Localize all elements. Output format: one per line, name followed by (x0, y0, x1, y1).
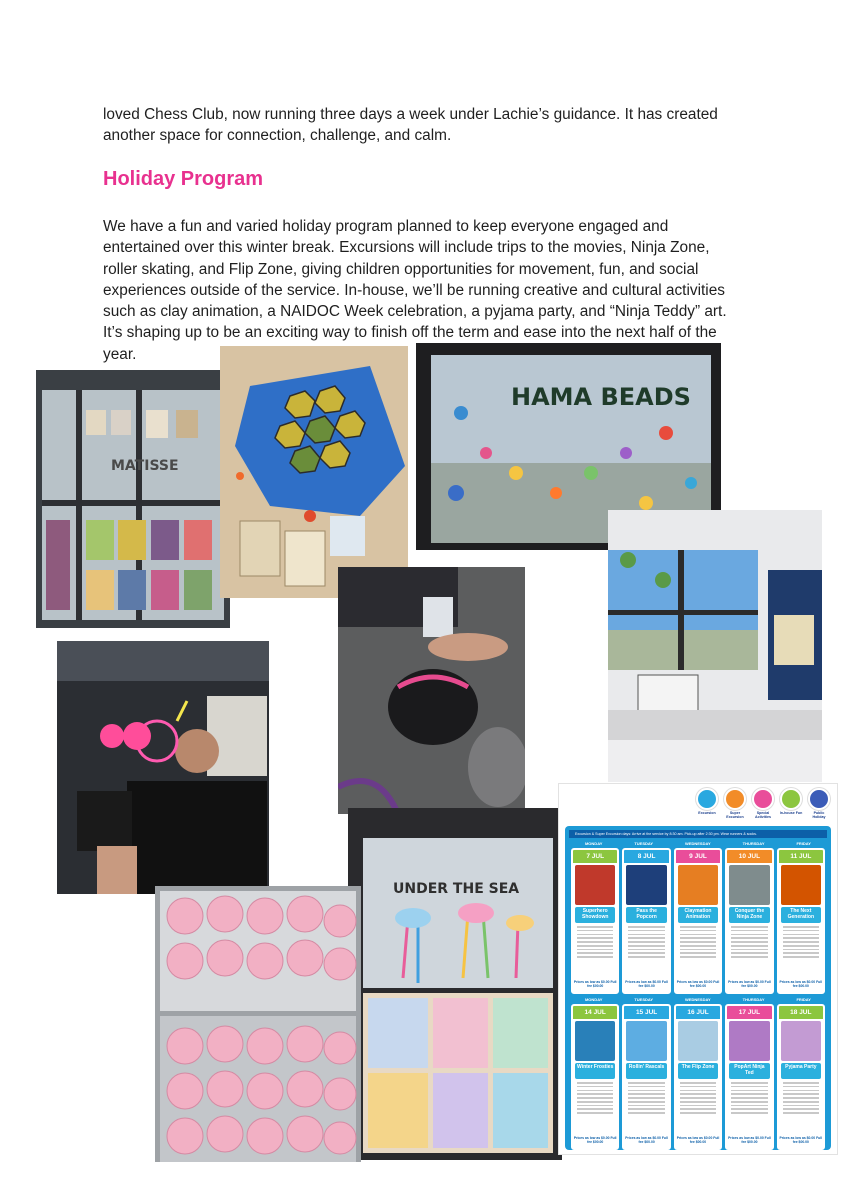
activity-card (571, 1004, 619, 1150)
activity-price: Prices as low as $0.00 Full fee $00.00 (676, 1136, 720, 1144)
section-heading: Holiday Program (103, 168, 264, 190)
activity-date: 15 JUL (624, 1006, 668, 1019)
under-the-sea-photo (348, 808, 562, 1160)
activity-date: 10 JUL (727, 850, 771, 863)
staff-glowsticks-photo (57, 641, 269, 894)
activity-title: Conquer the Ninja Zone (729, 907, 769, 923)
activity-price: Prices as low as $0.00 Full fee $00.00 (573, 1136, 617, 1144)
activity-description (628, 1082, 664, 1114)
legend-item (779, 788, 803, 819)
activity-description (680, 926, 716, 958)
kitchen-window-photo (608, 510, 822, 782)
hama-beads-text: HAMA BEADS (511, 383, 691, 411)
activity-card (622, 848, 670, 994)
legend-item (723, 788, 747, 819)
activity-date: 18 JUL (779, 1006, 823, 1019)
matisse-text: MATISSE (111, 458, 179, 474)
activity-image (626, 1021, 666, 1061)
activity-description (577, 1082, 613, 1114)
legend-item (695, 788, 719, 819)
day-label: MONDAY (584, 997, 603, 1002)
activity-title: The Next Generation (781, 907, 821, 923)
day-label: THURSDAY (742, 841, 765, 846)
legend-dot (696, 788, 718, 810)
activity-date: 7 JUL (573, 850, 617, 863)
flyer-calendar-board (565, 826, 831, 1150)
matisse-window-photo (36, 370, 230, 628)
activity-image (781, 1021, 821, 1061)
day-label: THURSDAY (742, 997, 765, 1002)
legend-item (751, 788, 775, 819)
day-label: WEDNESDAY (685, 997, 711, 1002)
activity-card (777, 1004, 825, 1150)
activity-price: Prices as low as $0.00 Full fee $00.00 (728, 1136, 771, 1144)
activity-price: Prices as low as $0.00 Full fee $00.00 (625, 1136, 668, 1144)
activity-title: Claymation Animation (678, 907, 718, 923)
activity-title: Superhero Showdown (575, 907, 615, 923)
activity-image (678, 865, 718, 905)
activity-card (674, 848, 722, 994)
activity-card (571, 848, 619, 994)
activity-date: 8 JUL (624, 850, 668, 863)
activity-card (674, 1004, 722, 1150)
legend-dot (724, 788, 746, 810)
activity-image (781, 865, 821, 905)
flyer-week1 (571, 848, 825, 994)
flyer-week2 (571, 1004, 825, 1150)
activity-price: Prices as low as $0.00 Full fee $00.00 (779, 1136, 823, 1144)
activity-card (725, 848, 773, 994)
day-label: FRIDAY (796, 841, 811, 846)
activity-title: Pyjama Party (781, 1063, 821, 1079)
activity-card (725, 1004, 773, 1150)
activity-description (783, 926, 819, 958)
activity-description (783, 1082, 819, 1114)
activity-description (628, 926, 664, 958)
board-game-photo (220, 346, 408, 598)
legend-dot (752, 788, 774, 810)
activity-description (731, 926, 767, 958)
activity-price: Prices as low as $0.00 Full fee $00.00 (625, 980, 668, 988)
activity-image (626, 865, 666, 905)
flyer-banner: Excursion & Super Excursion days: Arrive at the service by 8:30 am. Pick-up after 2:30 pm. Wear runners & socks. (569, 830, 827, 838)
legend-dot (780, 788, 802, 810)
legend-dot (808, 788, 830, 810)
legend-label: Special Activities (755, 811, 771, 819)
flyer-legend (695, 788, 831, 819)
day-label: WEDNESDAY (685, 841, 711, 846)
activity-date: 17 JUL (727, 1006, 771, 1019)
legend-label: In-house Fun (779, 811, 803, 815)
baking-buns-photo (155, 886, 361, 1162)
holiday-program-paragraph: We have a fun and varied holiday program planned to keep everyone engaged and entertained over this winter break. Excursions will include trips to the movies, Ninja Zone, roller skating, and Flip Zone, giving children opportunities for movement, fun, and social experiences outside of the service. In-house, we’ll be running creative and cultural activities such as clay animation, a NAIDOC Week celebration, a pyjama party, and “Ninja Teddy” art. It’s shaping up to be an exciting way to finish off the term and ease into the next half of the year. (103, 218, 727, 363)
under-the-sea-text: UNDER THE SEA (393, 881, 520, 897)
legend-label: Super Excursion (726, 811, 744, 819)
activity-date: 11 JUL (779, 850, 823, 863)
flyer-days-row-week2 (569, 997, 827, 1002)
intro-paragraph: loved Chess Club, now running three days a week under Lachie’s guidance. It has created another space for connection, challenge, and calm. (103, 106, 718, 145)
activity-date: 14 JUL (573, 1006, 617, 1019)
activity-card (777, 848, 825, 994)
day-label: MONDAY (584, 841, 603, 846)
legend-label: Excursion (698, 811, 716, 815)
day-label: TUESDAY (634, 997, 654, 1002)
day-label: FRIDAY (796, 997, 811, 1002)
puppy-photo (338, 567, 525, 814)
activity-description (680, 1082, 716, 1114)
activity-description (731, 1082, 767, 1114)
activity-image (678, 1021, 718, 1061)
activity-title: Pass the Popcorn (626, 907, 666, 923)
activity-title: Winter Frosties (575, 1063, 615, 1079)
activity-image (575, 1021, 615, 1061)
activity-image (729, 1021, 769, 1061)
activity-title: Rollin' Rascals (626, 1063, 666, 1079)
activity-card (622, 1004, 670, 1150)
holiday-program-flyer (558, 783, 838, 1155)
activity-description (577, 926, 613, 958)
activity-image (729, 865, 769, 905)
flyer-days-row-week1 (569, 841, 827, 846)
activity-price: Prices as low as $0.00 Full fee $00.00 (676, 980, 720, 988)
legend-item (807, 788, 831, 819)
day-label: TUESDAY (634, 841, 654, 846)
legend-label: Public Holiday (812, 811, 826, 819)
activity-price: Prices as low as $0.00 Full fee $00.00 (728, 980, 771, 988)
activity-price: Prices as low as $0.00 Full fee $00.00 (573, 980, 617, 988)
activity-image (575, 865, 615, 905)
activity-price: Prices as low as $0.00 Full fee $00.00 (779, 980, 823, 988)
activity-date: 16 JUL (676, 1006, 720, 1019)
activity-title: The Flip Zone (678, 1063, 718, 1079)
activity-title: PopArt Ninja Ted (729, 1063, 769, 1079)
activity-date: 9 JUL (676, 850, 720, 863)
